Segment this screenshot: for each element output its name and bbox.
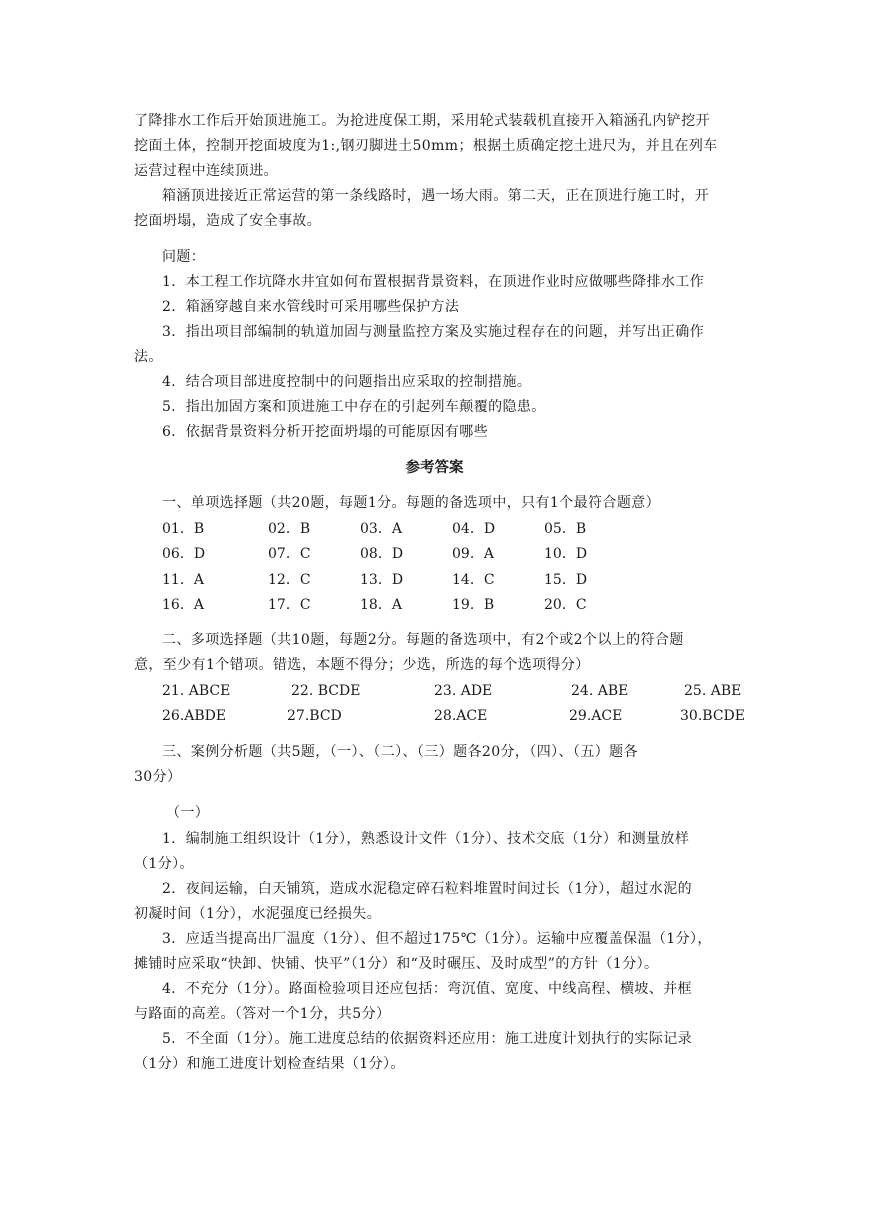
case-answer-line: 1．编制施工组织设计（1分），熟悉设计文件（1分）、技术交底（1分）和测量放样 <box>162 831 690 847</box>
single-answer: 14．C <box>452 572 495 588</box>
single-answer: 13．D <box>360 572 404 588</box>
multi-choice-heading-2: 意，至少有1个错项。错选，本题不得分；少选，所选的每个选项得分） <box>134 657 590 673</box>
case-answer-line: 与路面的高差。（答对一个1分，共5分） <box>134 1006 391 1022</box>
single-answer: 06．D <box>162 546 206 562</box>
single-answer: 18．A <box>360 597 402 613</box>
multi-answer: 26.ABDE <box>162 708 227 724</box>
multi-choice-heading-1: 二、多项选择题（共10题，每题2分。每题的备选项中，有2个或2个以上的符合题 <box>162 632 684 648</box>
single-answer: 15．D <box>544 572 588 588</box>
case-analysis-heading-1: 三、案例分析题（共5题，（一）、（二）、（三）题各20分，（四）、（五）题各 <box>162 744 638 760</box>
single-choice-heading: 一、单项选择题（共20题，每题1分。每题的备选项中，只有1个最符合题意） <box>162 495 661 511</box>
single-answer: 04．D <box>452 521 496 537</box>
question-2: 2．箱涵穿越自来水管线时可采用哪些保护方法 <box>162 299 460 315</box>
case-answer-line: 摊铺时应采取“快卸、快铺、快平”（1分）和“及时碾压、及时成型”的方针（1分）。 <box>134 956 659 972</box>
single-answer: 03．A <box>360 521 402 537</box>
answers-title: 参考答案 <box>405 460 464 476</box>
single-answer: 11．A <box>162 572 204 588</box>
case-answer-line: （1分）和施工进度计划检查结果（1分）。 <box>134 1056 405 1072</box>
case-answer-line: 3．应适当提高出厂温度（1分）、但不超过175℃（1分）。运输中应覆盖保温（1分）， <box>162 931 712 947</box>
case-text-line-3: 运营过程中连续顶进。 <box>134 163 278 179</box>
multi-answer: 24. ABE <box>571 683 629 699</box>
single-answer: 12．C <box>268 572 311 588</box>
question-4: 4．结合项目部进度控制中的问题指出应采取的控制措施。 <box>162 374 532 390</box>
single-answer: 17．C <box>268 597 311 613</box>
case-answer-line: （1分）。 <box>134 856 194 872</box>
case-text-line-2: 挖面土体，控制开挖面坡度为1:,钢刃脚进土50mm；根据土质确定挖土进尺为，并且在列车 <box>134 138 718 154</box>
question-3: 3．指出项目部编制的轨道加固与测量监控方案及实施过程存在的问题，并写出正确作 <box>162 324 705 340</box>
question-1: 1．本工程工作坑降水井宜如何布置根据背景资料，在顶进作业时应做哪些降排水工作 <box>162 274 705 290</box>
single-answer: 16．A <box>162 597 204 613</box>
single-answer: 20．C <box>544 597 587 613</box>
question-3-cont: 法。 <box>134 349 163 365</box>
single-answer: 08．D <box>360 546 404 562</box>
single-answer: 07．C <box>268 546 311 562</box>
multi-answer: 30.BCDE <box>680 708 745 724</box>
case-sub-heading: （一） <box>166 805 210 821</box>
single-answer: 02．B <box>268 521 311 537</box>
question-6: 6．依据背景资料分析开挖面坍塌的可能原因有哪些 <box>162 424 489 440</box>
multi-answer: 29.ACE <box>569 708 623 724</box>
single-answer: 10．D <box>544 546 588 562</box>
multi-answer: 25. ABE <box>684 683 742 699</box>
case-answer-line: 初凝时间（1分），水泥强度已经损失。 <box>134 906 382 922</box>
case-answer-line: 5．不全面（1分）。施工进度总结的依据资料还应用：施工进度计划执行的实际记录 <box>162 1031 693 1047</box>
multi-answer: 28.ACE <box>434 708 488 724</box>
multi-answer: 21. ABCE <box>162 683 231 699</box>
question-5: 5．指出加固方案和顶进施工中存在的引起列车颠覆的隐患。 <box>162 399 546 415</box>
multi-answer: 22. BCDE <box>291 683 361 699</box>
multi-answer: 23. ADE <box>434 683 493 699</box>
case-text-line-5: 挖面坍塌，造成了安全事故。 <box>134 213 322 229</box>
questions-heading: 问题： <box>162 249 206 265</box>
case-text-line-1: 了降排水工作后开始顶进施工。为抢进度保工期，采用轮式装载机直接开入箱涵孔内铲挖开 <box>134 113 710 129</box>
single-answer: 19．B <box>452 597 495 613</box>
case-text-line-4: 箱涵顶进接近正常运营的第一条线路时，遇一场大雨。第二天，正在顶进行施工时，开 <box>162 188 710 204</box>
single-answer: 01．B <box>162 521 205 537</box>
single-answer: 09．A <box>452 546 494 562</box>
case-analysis-heading-2: 30分） <box>134 769 182 785</box>
case-answer-line: 2．夜间运输，白天铺筑，造成水泥稳定碎石粒料堆置时间过长（1分），超过水泥的 <box>162 881 693 897</box>
case-answer-line: 4．不充分（1分）。路面检验项目还应包括：弯沉值、宽度、中线高程、横坡、并框 <box>162 981 693 997</box>
multi-answer: 27.BCD <box>287 708 342 724</box>
single-answer: 05．B <box>544 521 587 537</box>
